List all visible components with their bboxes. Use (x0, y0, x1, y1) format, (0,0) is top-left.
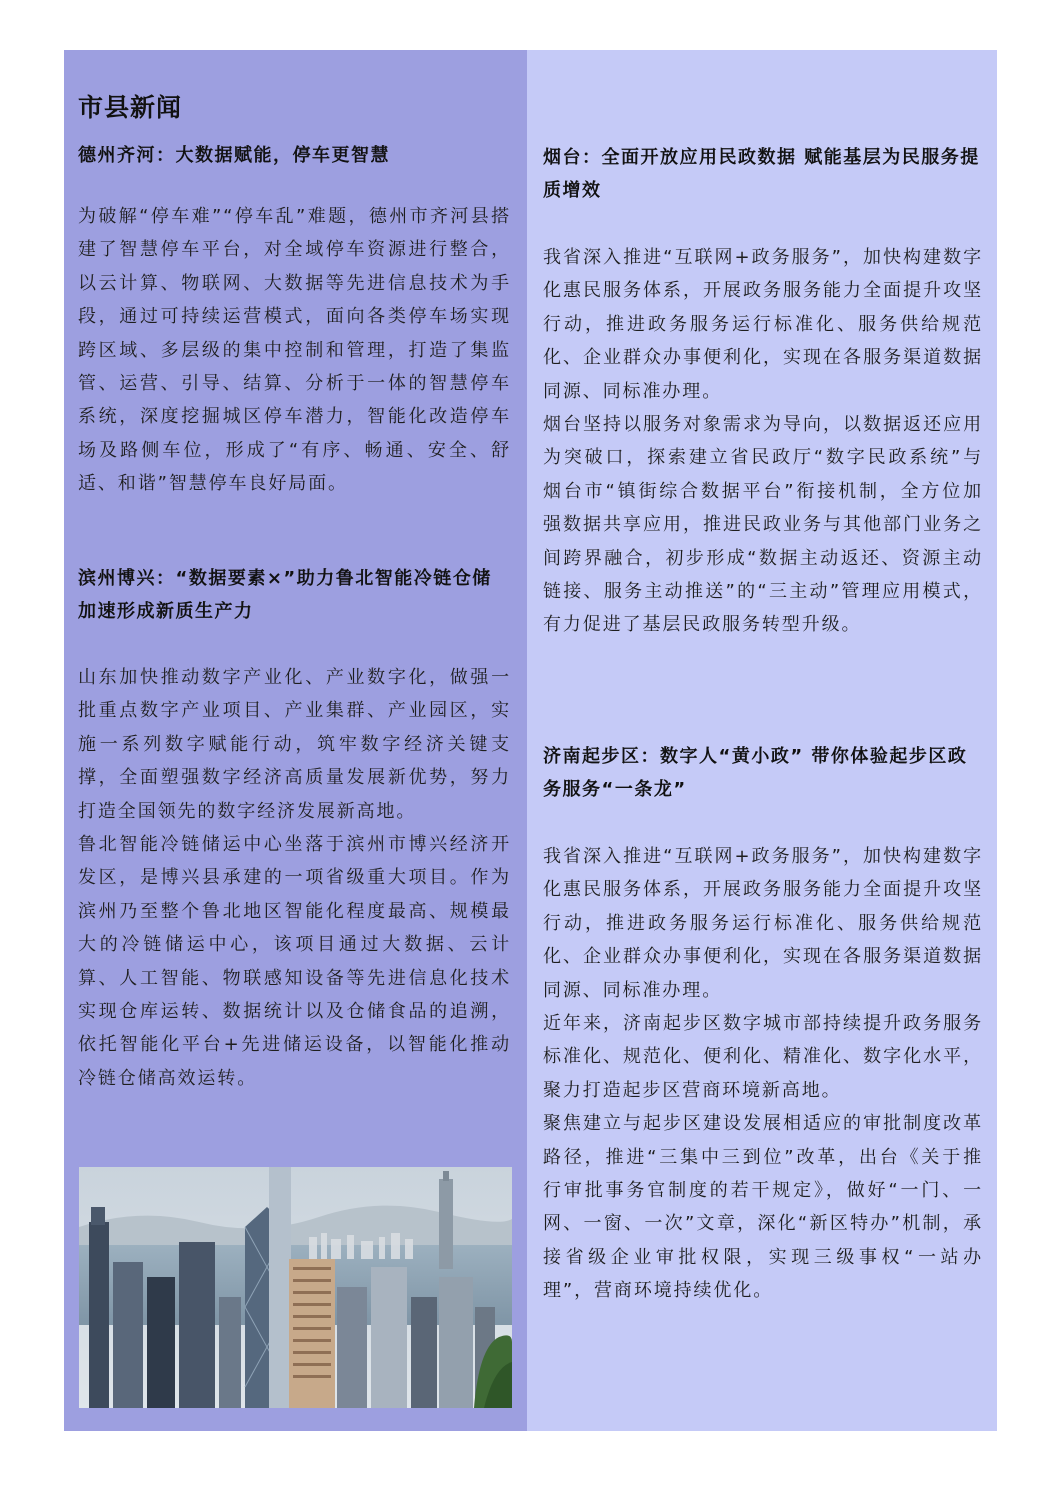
article-paragraph: 聚焦建立与起步区建设发展相适应的审批制度改革路径，推进“三集中三到位”改革，出台《关于推行审批事务官制度的若干规定》，做好“一门、一网、一窗、一次”文章，深化“新区特办”机制，承接省级企业审批权限，实现三级事权“一站办理”，营商环境持续优化。 (543, 1113, 983, 1302)
article-paragraph: 为破解“停车难”“停车乱”难题，德州市齐河县搭建了智慧停车平台，对全域停车资源进行整合，以云计算、物联网、大数据等先进信息技术为手段，通过可持续运营模式，面向各类停车场实现跨区域、多层级的集中控制和管理，打造了集监管、运营、引导、结算、分析于一体的智慧停车系统，深度挖掘城区停车潜力，智能化改造停车场及路侧车位，形成了“有序、畅通、安全、舒适、和谐”智慧停车良好局面。 (78, 206, 511, 495)
news-page (64, 50, 997, 1431)
article-headline: 滨州博兴：“数据要素×”助力鲁北智能冷链仓储加速形成新质生产力 (78, 568, 492, 622)
article-paragraph: 我省深入推进“互联网+政务服务”，加快构建数字化惠民服务体系，开展政务服务能力全面提升攻坚行动，推进政务服务运行标准化、服务供给规范化、企业群众办事便利化，实现在各服务渠道数据同源、同标准办理。 (543, 846, 983, 1001)
article-paragraph: 烟台坚持以服务对象需求为导向，以数据返还应用为突破口，探索建立省民政厅“数字民政系统”与烟台市“镇街综合数据平台”衔接机制，全方位加强数据共享应用，推进民政业务与其他部门业务之间跨界融合，初步形成“数据主动返还、资源主动链接、服务主动推送”的“三主动”管理应用模式，有力促进了基层民政服务转型升级。 (543, 414, 983, 636)
city-skyline-photo (79, 1167, 512, 1408)
article-paragraph: 山东加快推动数字产业化、产业数字化，做强一批重点数字产业项目、产业集群、产业园区，实施一系列数字赋能行动，筑牢数字经济关键支撑，全面塑强数字经济高质量发展新优势，努力打造全国领先的数字经济发展新高地。 (78, 667, 511, 822)
article-boxing (78, 562, 511, 1095)
article-headline: 济南起步区：数字人“黄小政” 带你体验起步区政务服务“一条龙” (543, 746, 968, 800)
skyline-illustration (79, 1167, 512, 1408)
article-jinan (543, 740, 983, 1308)
article-paragraph: 近年来，济南起步区数字城市部持续提升政务服务标准化、规范化、便利化、精准化、数字化水平，聚力打造起步区营商环境新高地。 (543, 1013, 983, 1101)
article-headline: 德州齐河：大数据赋能，停车更智慧 (78, 145, 390, 166)
right-column (527, 50, 997, 1431)
article-paragraph: 我省深入推进“互联网+政务服务”，加快构建数字化惠民服务体系，开展政务服务能力全面提升攻坚行动，推进政务服务运行标准化、服务供给规范化、企业群众办事便利化，实现在各服务渠道数据同源、同标准办理。 (543, 247, 983, 402)
section-title: 市县新闻 (78, 93, 183, 122)
article-yantai (543, 141, 983, 642)
article-paragraph: 鲁北智能冷链储运中心坐落于滨州市博兴经济开发区，是博兴县承建的一项省级重大项目。作为滨州乃至整个鲁北地区智能化程度最高、规模最大的冷链储运中心，该项目通过大数据、云计算、人工智能、物联感知设备等先进信息化技术实现仓库运转、数据统计以及仓储食品的追溯，依托智能化平台+先进储运设备，以智能化推动冷链仓储高效运转。 (78, 834, 511, 1089)
left-column (64, 50, 527, 1431)
article-qihe (78, 139, 511, 501)
article-headline: 烟台：全面开放应用民政数据 赋能基层为民服务提质增效 (543, 147, 980, 201)
